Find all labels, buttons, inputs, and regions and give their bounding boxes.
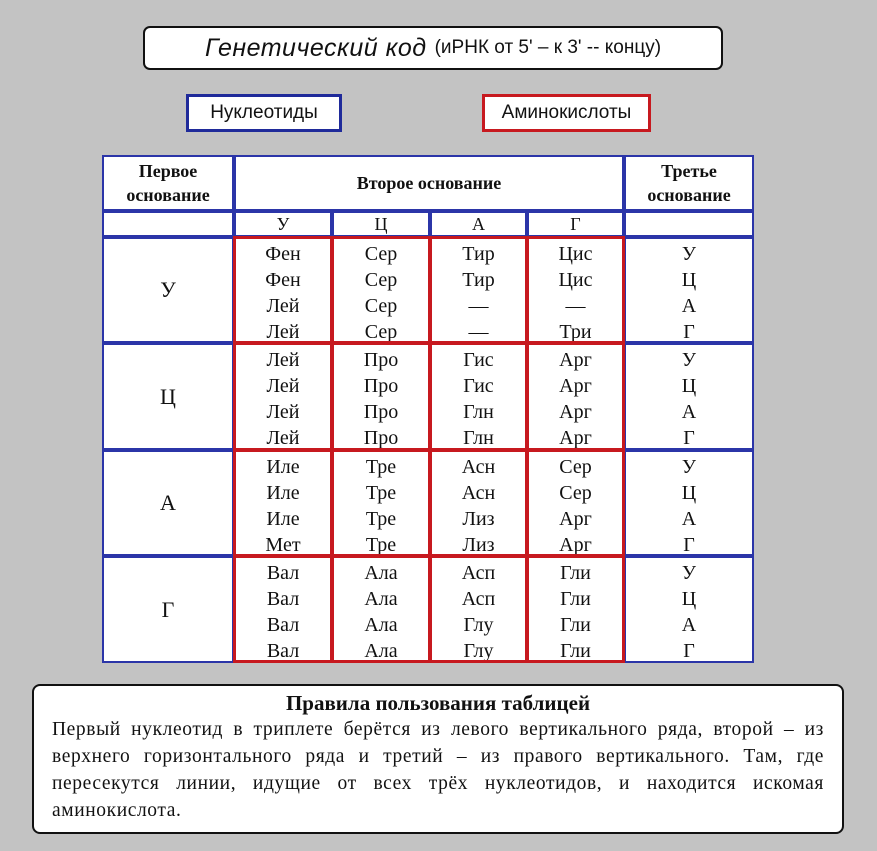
amino-acid: Цис bbox=[558, 269, 593, 291]
amino-acid: Глн bbox=[463, 427, 494, 449]
amino-acid: Иле bbox=[266, 456, 300, 478]
amino-acid: Арг bbox=[559, 534, 592, 556]
amino-acid: Гли bbox=[560, 562, 591, 584]
legend-nucleotides: Нуклеотиды bbox=[186, 94, 342, 132]
amino-acid: Асн bbox=[461, 456, 496, 478]
second-base-label: Г bbox=[527, 211, 624, 237]
amino-acid: Гис bbox=[463, 375, 494, 397]
third-base-cell bbox=[624, 556, 754, 663]
codon-cell bbox=[234, 556, 332, 663]
amino-acid: Фен bbox=[265, 269, 301, 291]
amino-acid: Лей bbox=[266, 295, 300, 317]
third-base-label: Г bbox=[683, 640, 695, 662]
codon-cell bbox=[234, 343, 332, 450]
codon-cell bbox=[234, 450, 332, 556]
amino-acid: Три bbox=[559, 321, 592, 343]
amino-acid: Вал bbox=[266, 588, 300, 610]
amino-acid: Тре bbox=[365, 508, 397, 530]
third-base-label: У bbox=[681, 349, 697, 371]
amino-acid: Фен bbox=[265, 243, 301, 265]
subheader-spacer-right bbox=[624, 211, 754, 237]
third-base-label: А bbox=[681, 295, 697, 317]
amino-acid: Ала bbox=[364, 640, 398, 662]
amino-acid: Лей bbox=[266, 427, 300, 449]
codon-cell bbox=[430, 237, 527, 343]
codon-cell bbox=[527, 450, 624, 556]
amino-acid: Лей bbox=[266, 375, 300, 397]
amino-acid: Про bbox=[363, 427, 399, 449]
amino-acid: Лей bbox=[266, 321, 300, 343]
amino-acid: Глу bbox=[463, 640, 494, 662]
amino-acid: Ала bbox=[364, 588, 398, 610]
codon-cell bbox=[527, 556, 624, 663]
legend-amino-acids: Аминокислоты bbox=[482, 94, 651, 132]
amino-acid: Сер bbox=[364, 243, 398, 265]
codon-cell bbox=[527, 237, 624, 343]
amino-acid: Арг bbox=[559, 508, 592, 530]
amino-acid: Ала bbox=[364, 614, 398, 636]
amino-acid: Гли bbox=[560, 588, 591, 610]
amino-acid: Сер bbox=[364, 295, 398, 317]
amino-acid: Мет bbox=[265, 534, 301, 556]
third-base-label: У bbox=[681, 243, 697, 265]
third-base-label: А bbox=[681, 614, 697, 636]
page-subtitle: (иРНК от 5' – к 3' -- концу) bbox=[434, 37, 662, 58]
amino-acid: Сер bbox=[559, 482, 592, 504]
genetic-code-table bbox=[102, 155, 754, 663]
amino-acid: Тре bbox=[365, 482, 397, 504]
amino-acid: Цис bbox=[558, 243, 593, 265]
third-base-label: Г bbox=[683, 427, 695, 449]
amino-acid: Лиз bbox=[462, 508, 495, 530]
first-base-label: У bbox=[102, 237, 234, 343]
third-base-label: Г bbox=[683, 321, 695, 343]
third-base-label: А bbox=[681, 401, 697, 423]
codon-cell bbox=[430, 450, 527, 556]
amino-acid: Лиз bbox=[462, 534, 495, 556]
codon-cell bbox=[332, 450, 430, 556]
codon-cell bbox=[527, 343, 624, 450]
rules-title: Правила пользования таблицей bbox=[285, 691, 591, 715]
amino-acid: Вал bbox=[266, 614, 300, 636]
amino-acid: Вал bbox=[266, 562, 300, 584]
amino-acid: Про bbox=[363, 375, 399, 397]
title-box bbox=[143, 26, 723, 70]
amino-acid: Глу bbox=[463, 614, 494, 636]
amino-acid: Лей bbox=[266, 349, 300, 371]
third-base-label: Г bbox=[683, 534, 695, 556]
first-base-label: А bbox=[102, 450, 234, 556]
third-base-label: Ц bbox=[681, 482, 697, 504]
codon-cell bbox=[332, 237, 430, 343]
amino-acid: Про bbox=[363, 401, 399, 423]
amino-acid: Асн bbox=[461, 482, 496, 504]
amino-acid: Про bbox=[363, 349, 399, 371]
amino-acid: — bbox=[468, 295, 489, 317]
header-third-base: Третье основание bbox=[624, 155, 754, 211]
codon-cell bbox=[234, 237, 332, 343]
codon-cell bbox=[332, 343, 430, 450]
header-first-base: Первое основание bbox=[102, 155, 234, 211]
amino-acid: Асп bbox=[461, 588, 496, 610]
rules-box bbox=[32, 684, 844, 834]
third-base-cell bbox=[624, 237, 754, 343]
third-base-label: У bbox=[681, 456, 697, 478]
amino-acid: Сер bbox=[364, 321, 398, 343]
second-base-label: Ц bbox=[332, 211, 430, 237]
third-base-label: У bbox=[681, 562, 697, 584]
amino-acid: Иле bbox=[266, 508, 300, 530]
amino-acid: Сер bbox=[364, 269, 398, 291]
amino-acid: Гис bbox=[463, 349, 494, 371]
amino-acid: Лей bbox=[266, 401, 300, 423]
amino-acid: Арг bbox=[559, 427, 592, 449]
header-second-base: Второе основание bbox=[234, 155, 624, 211]
first-base-label: Ц bbox=[102, 343, 234, 450]
amino-acid: Сер bbox=[559, 456, 592, 478]
first-base-label: Г bbox=[102, 556, 234, 663]
amino-acid: Тре bbox=[365, 456, 397, 478]
third-base-label: Ц bbox=[681, 269, 697, 291]
third-base-cell bbox=[624, 343, 754, 450]
amino-acid: Глн bbox=[463, 401, 494, 423]
amino-acid: Иле bbox=[266, 482, 300, 504]
codon-cell bbox=[430, 343, 527, 450]
amino-acid: Гли bbox=[560, 640, 591, 662]
amino-acid: Арг bbox=[559, 349, 592, 371]
amino-acid: Асп bbox=[461, 562, 496, 584]
amino-acid: Ала bbox=[364, 562, 398, 584]
amino-acid: Тир bbox=[462, 269, 495, 291]
codon-cell bbox=[430, 556, 527, 663]
page-title: Генетический код bbox=[204, 33, 427, 62]
codon-cell bbox=[332, 556, 430, 663]
amino-acid: Тре bbox=[365, 534, 397, 556]
amino-acid: Арг bbox=[559, 375, 592, 397]
rules-text: Первый нуклеотид в триплете берётся из левого вертикального ряда, второй – из верхнего горизонтального ряда и третий – из правого вертикального. Там, где пересекутся линии, идущие от всех трёх нуклеотидов, и находится искомая аминокислота. bbox=[52, 719, 824, 821]
amino-acid: Вал bbox=[266, 640, 300, 662]
second-base-label: А bbox=[430, 211, 527, 237]
third-base-label: Ц bbox=[681, 588, 697, 610]
second-base-label: У bbox=[234, 211, 332, 237]
subheader-spacer-left bbox=[102, 211, 234, 237]
amino-acid: Гли bbox=[560, 614, 591, 636]
amino-acid: — bbox=[468, 321, 489, 343]
third-base-label: Ц bbox=[681, 375, 697, 397]
amino-acid: Арг bbox=[559, 401, 592, 423]
third-base-label: А bbox=[681, 508, 697, 530]
amino-acid: — bbox=[565, 295, 586, 317]
amino-acid: Тир bbox=[462, 243, 495, 265]
third-base-cell bbox=[624, 450, 754, 556]
